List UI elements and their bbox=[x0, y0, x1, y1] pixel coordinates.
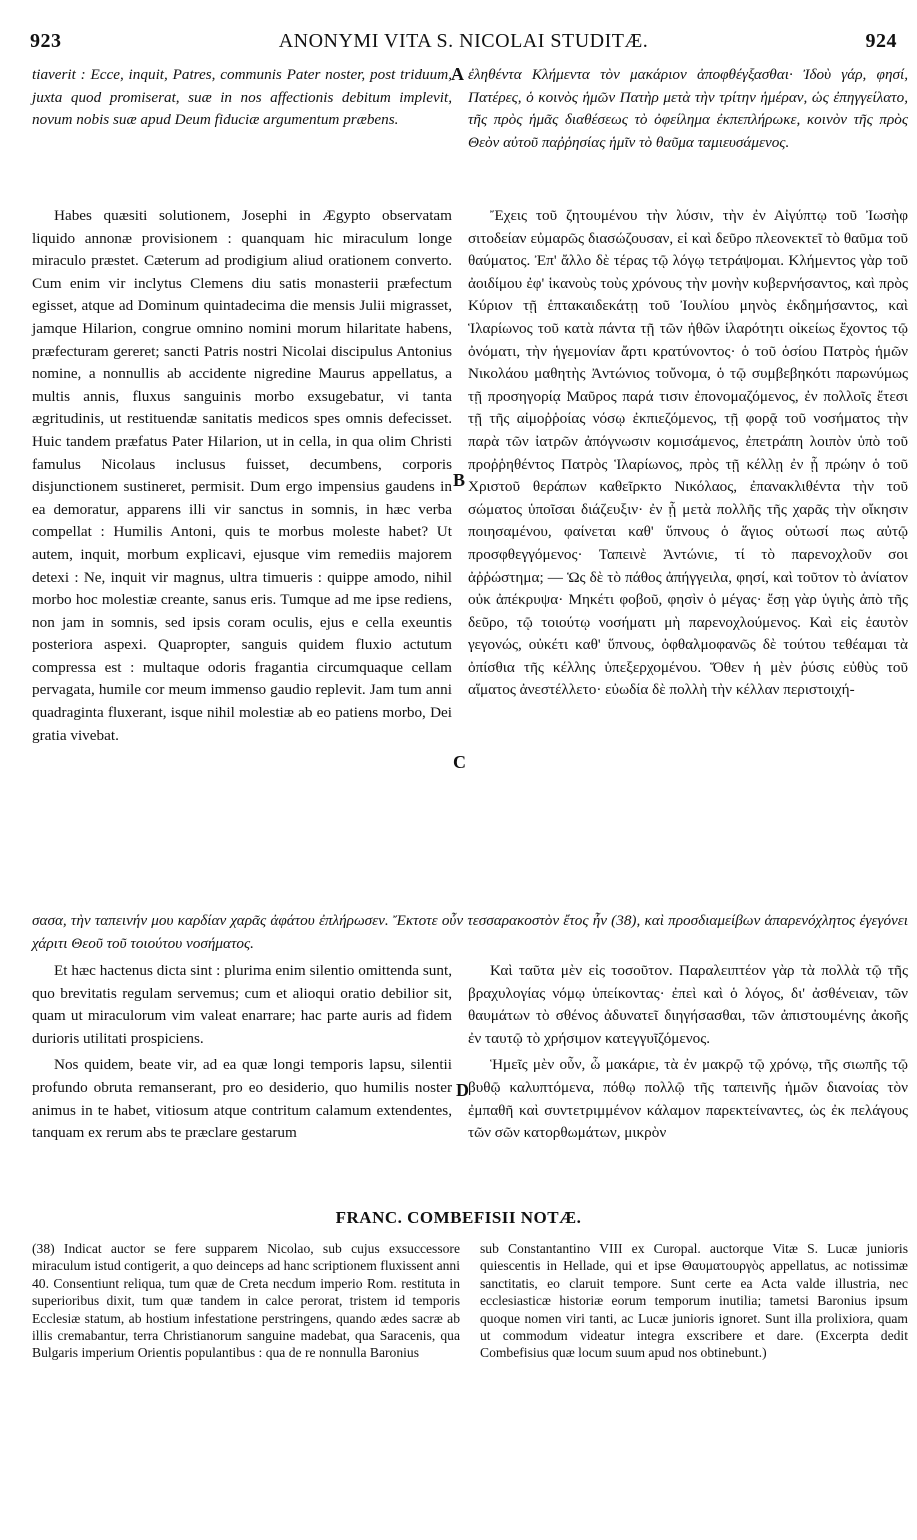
latin-paragraph-2: Habes quæsiti solutionem, Josephi in Ægypto observatam liquido annonæ provisionem : quanquam hic miraculum longe miraculo præstet. Cæterum ad prodigium aliud orationem converto. Cum enim vir inclytus Clemens diu satis monasterii præfectum egisset, atque ad Dominum quintadecima die mensis Julii migrasset, jamque Hilarion, congrue omnino nomini morum hilaritate habens, præfecturam gereret; sancti Patris nostri Nicolai discipulus Antonius nomine, a nonnullis ab accidente nigredine Maurus appellatus, a multis annis, fluxus sanguinis morbo exsugebatur, vi tanta ægritudinis, ut restituendæ sanitatis medicos spes omnis defecisset. Huic tandem præfatus Pater Hilarion, ut in cella, in qua olim Christi famulus Nicolaus inclusus fuisset, decumbens, corporis disjunctionem sustineret, permisit. Dum ergo impensius gaudens in ea demoratur, apparens illi vir sanctus in somnis, in hæc verba compellat : Humilis Antoni, quis te morbus moleste habet? Ut autem, inquit, morbum explicavi, ejusque vim remediis majorem detexi : Ne, inquit vir magnus, ultra timueris : quippe amodo, nihil morbo hoc molestiæ creante, sanus eris. Tumque ad me ipse rediens, non jam in somnis, sed ipsis coram oculis, ejus e cella exeuntis posteriora aspexi. Quapropter, sanguis quidem fluxio actutum compressa est : multaque odoris fragantia circumquaque cellam pervagata, humile cor meum immenso gaudio replevit. Jam tum anni quadraginta fluxerant, isque nihil molestiæ ab eo patiens morbo, Dei gratia vivebat. bbox=[32, 207, 452, 744]
marker-b: B bbox=[453, 470, 466, 490]
marker-d: D bbox=[456, 1080, 469, 1100]
latin-column bbox=[32, 64, 452, 132]
greek-column bbox=[468, 64, 908, 154]
greek-column-lower bbox=[468, 960, 908, 1145]
running-title: ANONYMI VITA S. NICOLAI STUDITÆ. bbox=[278, 30, 649, 52]
page-number-left: 923 bbox=[30, 30, 62, 52]
running-header bbox=[30, 30, 897, 58]
marker-a: A bbox=[451, 64, 464, 84]
latin-paragraph-4: Nos quidem, beate vir, ad ea quæ longi temporis lapsu, silentii profundo obruta remanserant, pro eo desiderio, quo humilis noster animus in te habet, vitiosum atque contritum calamum extendentes, tanquam ex rerum abs te præclare gestarum bbox=[32, 1056, 452, 1142]
greek-paragraph-2: Ἔχεις τοῦ ζητουμένου τὴν λύσιν, τὴν ἐν Αἰγύπτῳ τοῦ Ἰωσὴφ σιτοδείαν εὐμαρῶς διασώζουσαν, εἰ καὶ δεῦρο πλεονεκτεῖ τὸ θαῦμα τοῦ θαύματος. Ἐπ' ἄλλο δὲ τέρας τῷ λόγῳ τετράψομαι. Κλήμεντος γὰρ τοῦ ἀοιδίμου ἐφ' ἱκανοὺς τοὺς χρόνους τὴν μονὴν κυβερνήσαντος, καὶ πρὸς Κύριον τῇ ἑπτακαιδεκάτῃ τοῦ Ἰουλίου μηνὸς ἐκδημήσαντος, καὶ Ἱλαρίωνος τοῦ κατὰ πάντα τῇ τῶν ἠθῶν ἱλαρότητι οἰκείως ἔχοντος τῷ ὀνόματι, τὴν ἡγεμονίαν ἄρτι κρατύνοντος· ὁ τοῦ ὁσίου Πατρὸς ἡμῶν Νικολάου μαθητὴς Ἀντώνιος τοὔνομα, ὁ τῷ συμβεβηκότι παρωνύμως τῇ προσηγορίᾳ Μαῦρος παρά τισιν ἐπονομαζόμενος, ἐν πολλοῖς ἔτεσι τῇ τῆς αἱμοῤῥοίας νόσῳ ἐκπιεζόμενος, τῇ φορᾷ τοῦ νοσήματος τὴν παρὰ τῶν ἰατρῶν ἀπόγνωσιν κομισάμενος, ἐπετράπη λοιπὸν ὑπὸ τοῦ προῤῥηθέντος Πατρὸς Ἱλαρίωνος, πρὸς τῇ κέλλῃ ἐν ᾗ πρώην ὁ τοῦ Χριστοῦ θεράπων καθεῖρκτο Νικόλαος, ἐπανακλιθέντα τὴν τοῦ σώματος ὑποῖσαι διάζευξιν· ἐν ᾗ μετὰ πολλῆς τῆς χαρᾶς τὴν οἴκησιν ποιησαμένου, φαίνεται καθ' ὕπνους ὁ ἅγιος οὑτωσί πως αὐτῷ προσφθεγγόμενος· Ταπεινὲ Ἀντώνιε, τί τὸ παρενοχλοῦν σοι ἀῤῥώστημα; — Ὡς δὲ τὸ πάθος ἀπήγγειλα, φησί, καὶ τοῦτον τὸ ἀνίατον οὐκ ἀπέκρυψα· Μηκέτι φοβοῦ, φησὶν ὁ μέγας· ἔσῃ γὰρ ὑγιὴς ἀπὸ τῆς δεῦρο, τῷ τοιούτῳ νοσήματι μὴ παρενοχλούμενος. Καὶ εἰς ἑαυτὸν γεγονώς, οὐκέτι καθ' ὕπνους, ὀφθαλμοφανῶς δὲ τούτου τεθέαμαι τὰ ὀπίσθια τῆς κέλλης ὑπεξερχομένου. Ὅθεν ἡ μὲν ῥύσις εὐθὺς τοῦ αἵματος ἀνεστέλλετο· εὐωδία δὲ πολλὴ τὴν κέλλαν περιστοιχή- bbox=[468, 207, 908, 699]
note-right: sub Constantantino VIII ex Curopal. auctorque Vitæ S. Lucæ junioris quiescentis in Hellade, qui et ipse Θαυματουργὸς appellatus, ac notissimæ sanctitatis, eo claruit tempore. Sunt certe ea Acta valde illustria, nec ecclesiasticæ historiæ eorum temporum inutilia; tametsi Baronius ipsum quoque nomen viri tanti, ac Lucæ junioris ignoret. Sunt illa prolixiora, quam ut commodum videatur integra exscribere et dare. (Excerpta dedit Combefisius quæ locum suum apud nos obtinebunt.) bbox=[480, 1241, 908, 1361]
marker-c: C bbox=[453, 752, 466, 772]
latin-column-body bbox=[32, 205, 452, 747]
greek-paragraph-4: Ἡμεῖς μὲν οὖν, ὦ μακάριε, τὰ ἐν μακρῷ τῷ χρόνῳ, τῆς σιωπῆς τῷ βυθῷ καλυπτόμενα, πόθῳ πολλῷ τῆς ταπεινῆς ἡμῶν διανοίας τὸν ἐμπαθῆ καὶ συντετριμμένον κάλαμον παρεκτείναντες, ὡς ἐκ πελάγους τῶν σῶν κατορθωμάτων, μικρὸν bbox=[468, 1056, 908, 1142]
greek-paragraph-3: Καὶ ταῦτα μὲν εἰς τοσοῦτον. Παραλειπτέον γὰρ τὰ πολλὰ τῷ τῆς βραχυλογίας νόμῳ ὑπείκοντας· ἐπεὶ καὶ ὁ λόγος, δι' ἀσθένειαν, τῶν θαυμάτων τὸ σθένος ἀδυνατεῖ διηγήσασθαι, τῶν ἀπιστουμένης ἀκοῆς ἐν ταυτῷ τὸ χρήσιμον κατεγγυῖζόμενος. bbox=[468, 962, 908, 1047]
greek-column-body bbox=[468, 205, 908, 702]
latin-paragraph-3: Et hæc hactenus dicta sint : plurima enim silentio omittenda sunt, quo brevitatis regulam servemus; cum et alioqui oratio debilior sit, quam ut miraculorum vim valeat enarrare; hac parte auris ad fidem durioris utilitati prospiciens. bbox=[32, 962, 452, 1047]
page-number-right: 924 bbox=[865, 30, 897, 52]
latin-paragraph-1: tiaverit : Ecce, inquit, Patres, communis Pater noster, post triduum, juxta quod promiserat, suæ in nos affectionis debitum implevit, novum nobis suæ apud Deum fiduciæ argumentum præbens. bbox=[32, 66, 452, 129]
spanning-greek-line: σασα, τὴν ταπεινήν μου καρδίαν χαρᾶς ἀφάτου ἐπλήρωσεν. Ἔκτοτε οὖν τεσσαρακοστὸν ἔτος ἦν (38), καὶ προσδιαμείβων ἀπαρενόχλητος ἐγεγόνει χάριτι Θεοῦ τοῦ τοιούτου νοσήματος. bbox=[32, 912, 908, 952]
latin-column-lower bbox=[32, 960, 452, 1145]
notes-title: FRANC. COMBEFISII NOTÆ. bbox=[335, 1208, 582, 1227]
note-left: (38) Indicat auctor se fere supparem Nicolao, sub cujus exsuccessore miraculum istud contigerit, a quo deinceps ad hanc scriptionem fluxissent anni 40. Consentiunt reliqua, tum quæ de Creta necdum imperio Rom. restituta in superioribus dixit, tum quæ tandem in calce perorat, tristem id temporis Ecclesiæ statum, ab hostium infestatione perstringens, quando ædes sacræ ab illis cremabantur, terra Christianorum sanguine madebat, qua Saracenis, qua Bulgaris imperium Orientis populantibus : qua de re nonnulla Baronius bbox=[32, 1241, 460, 1361]
greek-paragraph-1: ἐληθέντα Κλήμεντα τὸν μακάριον ἀποφθέγξασθαι· Ἰδοὺ γάρ, φησί, Πατέρες, ὁ κοινὸς ἡμῶν Πατὴρ μετὰ τὴν τρίτην ἡμέραν, ὡς ἐπηγγείλατο, τῆς πρὸς ἡμᾶς διαθέσεως τὸ ὀφείλημα ἐκπεπλήρωκε, κοινὸν τῆς πρὸς Θεὸν αὐτοῦ παῤῥησίας ἡμῖν τὸ θαῦμα ταμιευσάμενος. bbox=[468, 66, 908, 151]
